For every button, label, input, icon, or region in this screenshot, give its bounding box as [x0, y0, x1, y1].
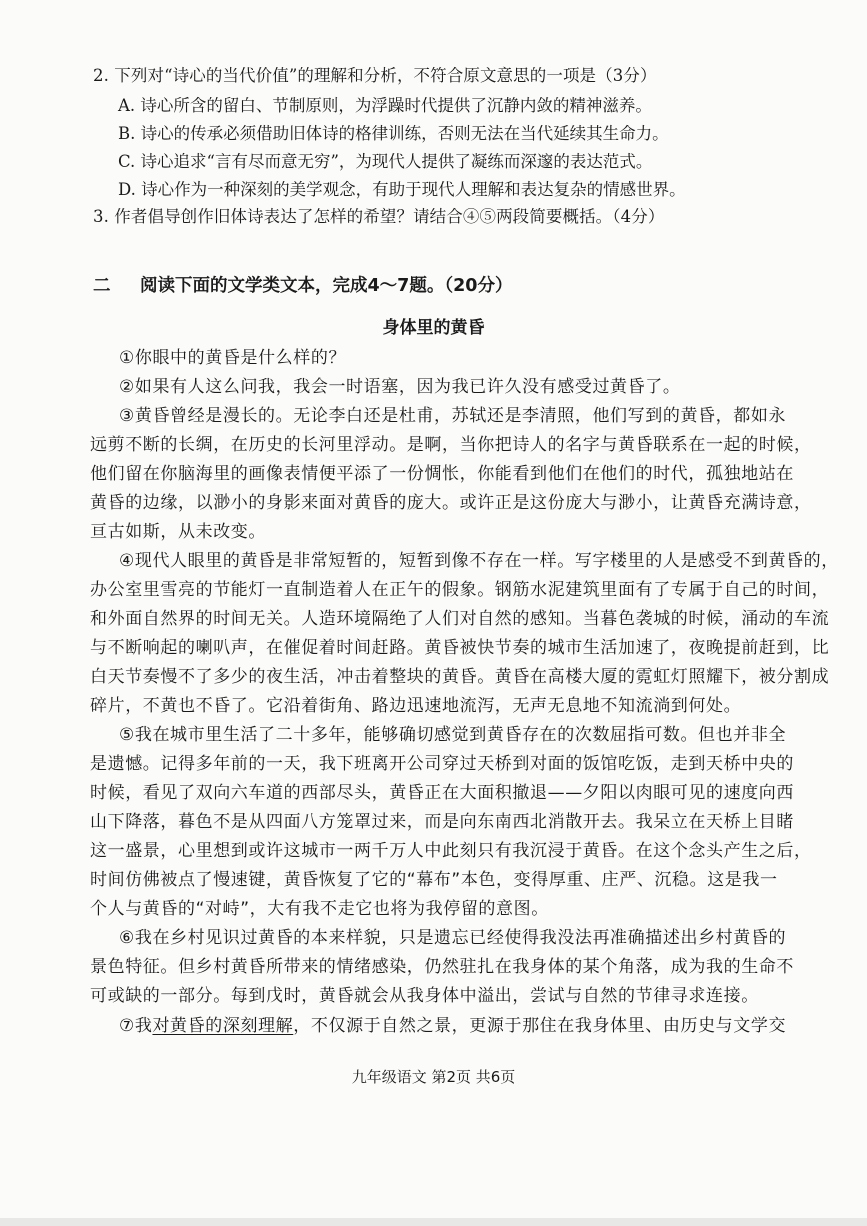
- article-line-14: ⑤我在城市里生活了二十多年，能够确切感觉到黄昏存在的次数屈指可数。但也并非全: [119, 725, 787, 745]
- article-line-6: 黄昏的边缘，以渺小的身影来面对黄昏的庞大。或许正是这份庞大与渺小，让黄昏充满诗意，: [90, 493, 812, 513]
- article-line-1: ①你眼中的黄昏是什么样的？: [119, 348, 347, 368]
- question-2-stem: 2. 下列对“诗心的当代价值”的理解和分析，不符合原文意思的一项是（3分）: [93, 66, 657, 85]
- section-heading: 阅读下面的文学类文本，完成4～7题。（20分）: [140, 276, 513, 296]
- page-footer: 九年级语文 第2页 共6页: [351, 1068, 516, 1086]
- article-line-2: ②如果有人这么问我，我会一时语塞，因为我已许久没有感受过黄昏了。: [119, 377, 681, 397]
- article-line-24: [119, 1011, 786, 1036]
- article-line-22: 景色特征。但乡村黄昏所带来的情绪感染，仍然驻扎在我身体的某个角落，成为我的生命不: [90, 957, 794, 977]
- article-line-9: 办公室里雪亮的节能灯一直制造着人在正午的假象。钢筋水泥建筑里面有了专属于自己的时间，: [90, 580, 830, 600]
- article-line-12: 白天节奏慢不了多少的夜生活，冲击着整块的黄昏。黄昏在高楼大厦的霓虹灯照耀下，被分割成: [90, 667, 830, 687]
- paragraph-7-rest: ，不仅源于自然之景，更源于那住在我身体里、由历史与文学交: [293, 1016, 787, 1036]
- question-2-option-b: B. 诗心的传承必须借助旧体诗的格律训练，否则无法在当代延续其生命力。: [118, 124, 669, 143]
- article-line-13: 碎片，不黄也不昏了。它沿着街角、路边迅速地流泻，无声无息地不知流淌到何处。: [90, 696, 742, 716]
- article-line-17: 山下降落，暮色不是从四面八方笼罩过来，而是向东南西北消散开去。我呆立在天桥上目睹: [90, 812, 794, 832]
- question-2-option-d: D. 诗心作为一种深刻的美学观念，有助于现代人理解和表达复杂的情感世界。: [118, 180, 686, 199]
- article-line-16: 时候，看见了双向六车道的西部尽头，黄昏正在大面积撤退——夕阳以肉眼可见的速度向西: [90, 783, 794, 803]
- article-line-4: 远剪不断的长绸，在历史的长河里浮动。是啊，当你把诗人的名字与黄昏联系在一起的时候，: [90, 435, 812, 455]
- article-line-10: 和外面自然界的时间无关。人造环境隔绝了人们对自然的感知。当暮色袭城的时候，涌动的车流: [90, 609, 830, 629]
- section-number: 二: [93, 276, 111, 296]
- article-line-18: 这一盛景，心里想到或许这城市一两千万人中此刻只有我沉浸于黄昏。在这个念头产生之后，: [90, 841, 812, 861]
- article-line-3: ③黄昏曾经是漫长的。无论李白还是杜甫，苏轼还是李清照，他们写到的黄昏，都如永: [119, 406, 787, 426]
- question-3-stem: 3. 作者倡导创作旧体诗表达了怎样的希望？请结合④⑤两段简要概括。（4分）: [93, 207, 665, 226]
- article-line-5: 他们留在你脑海里的画像表情便平添了一份惆怅，你能看到他们在他们的时代，孤独地站在: [90, 464, 794, 484]
- article-line-19: 时间仿佛被点了慢速键，黄昏恢复了它的“幕布”本色，变得厚重、庄严、沉稳。这是我一: [90, 870, 778, 890]
- paragraph-7-lead: ⑦我: [119, 1016, 153, 1036]
- article-line-23: 可或缺的一部分。每到戊时，黄昏就会从我身体中溢出，尝试与自然的节律寻求连接。: [90, 986, 759, 1006]
- underlined-phrase: 对黄昏的深刻理解: [152, 1016, 294, 1036]
- article-line-15: 是遗憾。记得多年前的一天，我下班离开公司穿过天桥到对面的饭馆吃饭，走到天桥中央的: [90, 754, 794, 774]
- question-2-option-c: C. 诗心追求“言有尽而意无穷”，为现代人提供了凝练而深邃的表达范式。: [118, 152, 653, 171]
- scan-edge: [0, 1218, 867, 1226]
- question-2-option-a: A. 诗心所含的留白、节制原则，为浮躁时代提供了沉静内敛的精神滋养。: [118, 96, 652, 115]
- article-line-8: ④现代人眼里的黄昏是非常短暂的，短暂到像不存在一样。写字楼里的人是感受不到黄昏的，: [119, 551, 839, 571]
- article-title: 身体里的黄昏: [382, 318, 485, 338]
- article-line-11: 与不断响起的喇叭声，在催促着时间赶路。黄昏被快节奏的城市生活加速了，夜晚提前赶到，比: [90, 638, 830, 658]
- article-line-7: 亘古如斯，从未改变。: [90, 522, 266, 542]
- article-line-20: 个人与黄昏的“对峙”，大有我不走它也将为我停留的意图。: [90, 899, 549, 919]
- article-line-21: ⑥我在乡村见识过黄昏的本来样貌，只是遗忘已经使得我没法再准确描述出乡村黄昏的: [119, 928, 787, 948]
